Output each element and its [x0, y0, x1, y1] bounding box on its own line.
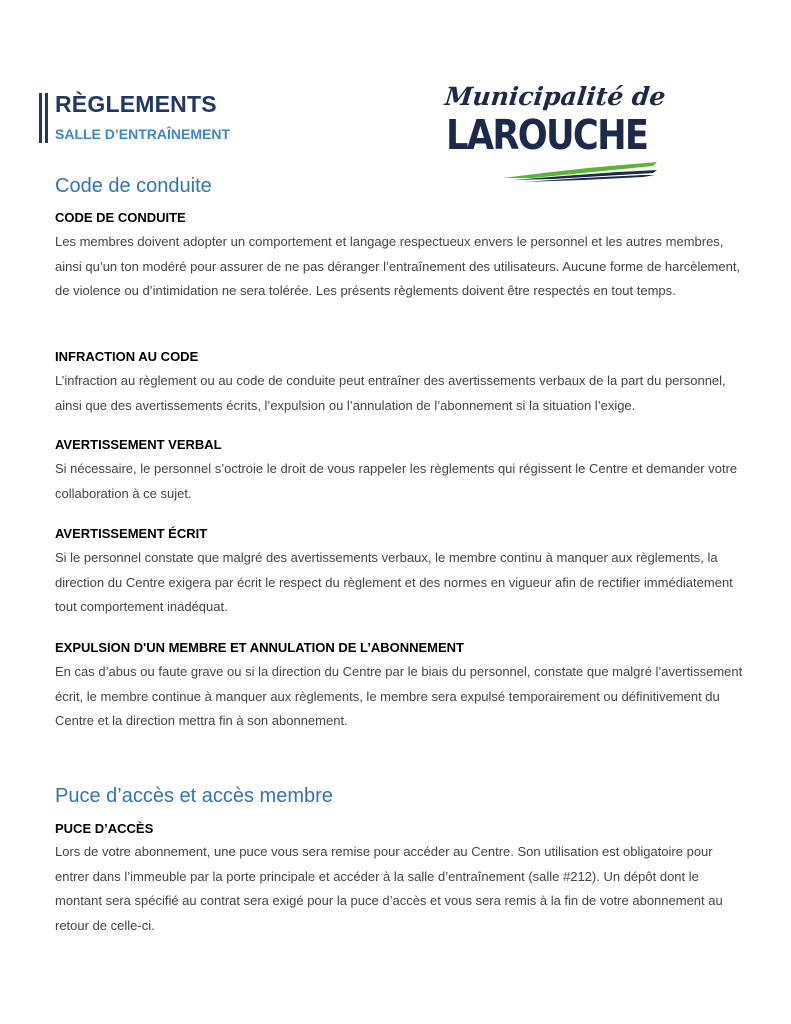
block-text: Si le personnel constate que malgré des avertissements verbaux, le membre continu à manquer aux règlements, la direction du Centre exigera par écrit le respect du règlement et des normes en vigueur afin de rectifier immédiatement tout comportement inadéquat. — [55, 550, 733, 615]
section-heading: Code de conduite — [55, 175, 212, 197]
block-title: INFRACTION AU CODE — [55, 349, 199, 364]
accent-bar — [45, 93, 48, 143]
document-title: RÈGLEMENTS — [55, 91, 217, 117]
accent-bar — [39, 93, 42, 143]
block-text: Si nécessaire, le personnel s’octroie le droit de vous rappeler les règlements qui régissent le Centre et demander votre collaboration à ce sujet. — [55, 461, 738, 501]
block-title: EXPULSION D'UN MEMBRE ET ANNULATION DE L’ABONNEMENT — [55, 640, 464, 655]
block-title: AVERTISSEMENT ÉCRIT — [55, 526, 208, 541]
block-text: L’infraction au règlement ou au code de conduite peut entraîner des avertissements verbaux de la part du personnel, ainsi que des avertissements écrits, l’expulsion ou l’annulation de l’abonnement si la situation l’exige. — [55, 373, 726, 413]
document-subtitle: SALLE D’ENTRAÎNEMENT — [55, 126, 230, 142]
block-text: Les membres doivent adopter un comportement et langage respectueux envers le personnel et les autres membres, ainsi qu’un ton modéré pour assurer de ne pas déranger l’entraînement des utilisateurs. Aucune forme de harcèlement, de violence ou d’intimidation ne sera tolérée. Les présents règlements doivent être respectés en tout temps. — [55, 234, 741, 299]
block-text: Lors de votre abonnement, une puce vous sera remise pour accéder au Centre. Son utilisation est obligatoire pour entrer dans l’immeuble par la porte principale et accéder à la salle d’entraînement (salle #212). Un dépôt dont le montant sera spécifié au contrat sera exigé pour la puce d’accès et vous sera remis à la fin de votre abonnement au retour de celle-ci. — [55, 844, 723, 934]
logo-grass-swoosh — [503, 160, 658, 182]
logo-wordmark: LAROUCHE — [446, 111, 648, 159]
title-accent-bars — [39, 93, 49, 143]
block-text: En cas d’abus ou faute grave ou si la direction du Centre par le biais du personnel, constate que malgré l’avertissement écrit, le membre continue à manquer aux règlements, le membre sera expulsé temporairement ou définitivement du Centre et la direction mettra fin à son abonnement. — [55, 664, 743, 729]
section-heading: Puce d’accès et accès membre — [55, 785, 333, 807]
block-title: AVERTISSEMENT VERBAL — [55, 437, 222, 452]
logo-script-text: Municipalité de — [443, 82, 667, 111]
block-title: PUCE D’ACCÈS — [55, 821, 154, 836]
block-title: CODE DE CONDUITE — [55, 210, 186, 225]
municipality-logo — [443, 82, 667, 182]
